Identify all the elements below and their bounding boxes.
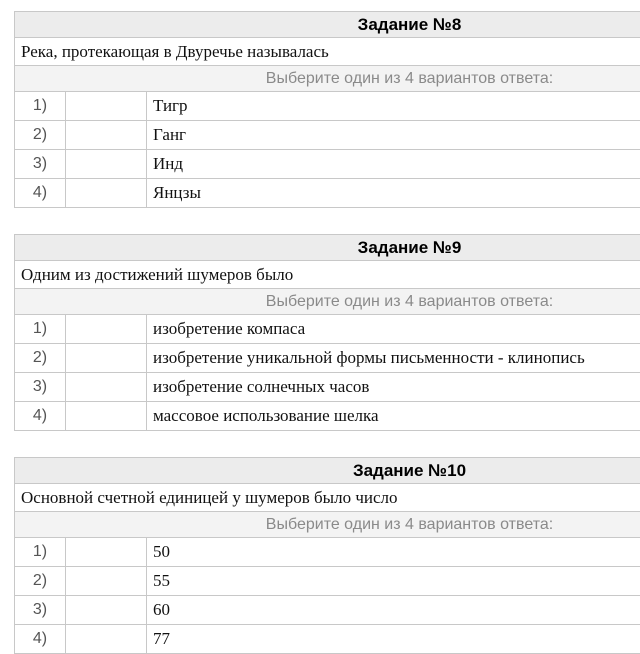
option-number: 2) <box>15 567 66 595</box>
answer-option-1[interactable] <box>15 315 640 344</box>
option-select-cell[interactable] <box>66 121 147 149</box>
answer-option-3[interactable] <box>15 596 640 625</box>
option-select-cell[interactable] <box>66 373 147 401</box>
option-text: 55 <box>153 571 170 590</box>
option-number: 3) <box>15 373 66 401</box>
answer-instruction: Выберите один из 4 вариантов ответа: <box>15 512 640 538</box>
answer-option-2[interactable] <box>15 121 640 150</box>
option-select-cell[interactable] <box>66 315 147 343</box>
task-title: Задание №8 <box>15 12 640 38</box>
answer-option-2[interactable] <box>15 344 640 373</box>
option-number: 4) <box>15 179 66 207</box>
option-number: 1) <box>15 92 66 120</box>
option-text: Тигр <box>153 96 188 115</box>
answer-option-2[interactable] <box>15 567 640 596</box>
option-select-cell[interactable] <box>66 596 147 624</box>
option-text: Инд <box>153 154 184 173</box>
question-text: Река, протекающая в Двуречье называлась <box>15 38 640 66</box>
task-8 <box>14 11 640 208</box>
answer-option-1[interactable] <box>15 92 640 121</box>
answer-option-1[interactable] <box>15 538 640 567</box>
option-number: 1) <box>15 538 66 566</box>
answer-instruction: Выберите один из 4 вариантов ответа: <box>15 66 640 92</box>
option-number: 2) <box>15 344 66 372</box>
option-select-cell[interactable] <box>66 344 147 372</box>
option-text: массовое использование шелка <box>153 406 379 425</box>
option-select-cell[interactable] <box>66 567 147 595</box>
answer-option-4[interactable] <box>15 179 640 208</box>
option-select-cell[interactable] <box>66 150 147 178</box>
option-text: 77 <box>153 629 170 648</box>
answer-option-3[interactable] <box>15 150 640 179</box>
task-9 <box>14 234 640 431</box>
question-text: Основной счетной единицей у шумеров было число <box>15 484 640 512</box>
option-text: изобретение уникальной формы письменности - клинопись <box>153 348 585 367</box>
answer-instruction: Выберите один из 4 вариантов ответа: <box>15 289 640 315</box>
option-text: Янцзы <box>153 183 201 202</box>
option-select-cell[interactable] <box>66 538 147 566</box>
option-select-cell[interactable] <box>66 92 147 120</box>
task-10 <box>14 457 640 654</box>
answer-option-4[interactable] <box>15 402 640 431</box>
option-number: 4) <box>15 402 66 430</box>
option-text: Ганг <box>153 125 187 144</box>
option-text: 50 <box>153 542 170 561</box>
answer-option-3[interactable] <box>15 373 640 402</box>
option-text: изобретение компаса <box>153 319 306 338</box>
question-text: Одним из достижений шумеров было <box>15 261 640 289</box>
option-select-cell[interactable] <box>66 179 147 207</box>
option-number: 3) <box>15 596 66 624</box>
option-select-cell[interactable] <box>66 402 147 430</box>
task-title: Задание №10 <box>15 458 640 484</box>
task-title: Задание №9 <box>15 235 640 261</box>
option-select-cell[interactable] <box>66 625 147 653</box>
option-number: 1) <box>15 315 66 343</box>
option-text: изобретение солнечных часов <box>153 377 370 396</box>
option-number: 3) <box>15 150 66 178</box>
option-number: 2) <box>15 121 66 149</box>
option-number: 4) <box>15 625 66 653</box>
option-text: 60 <box>153 600 170 619</box>
